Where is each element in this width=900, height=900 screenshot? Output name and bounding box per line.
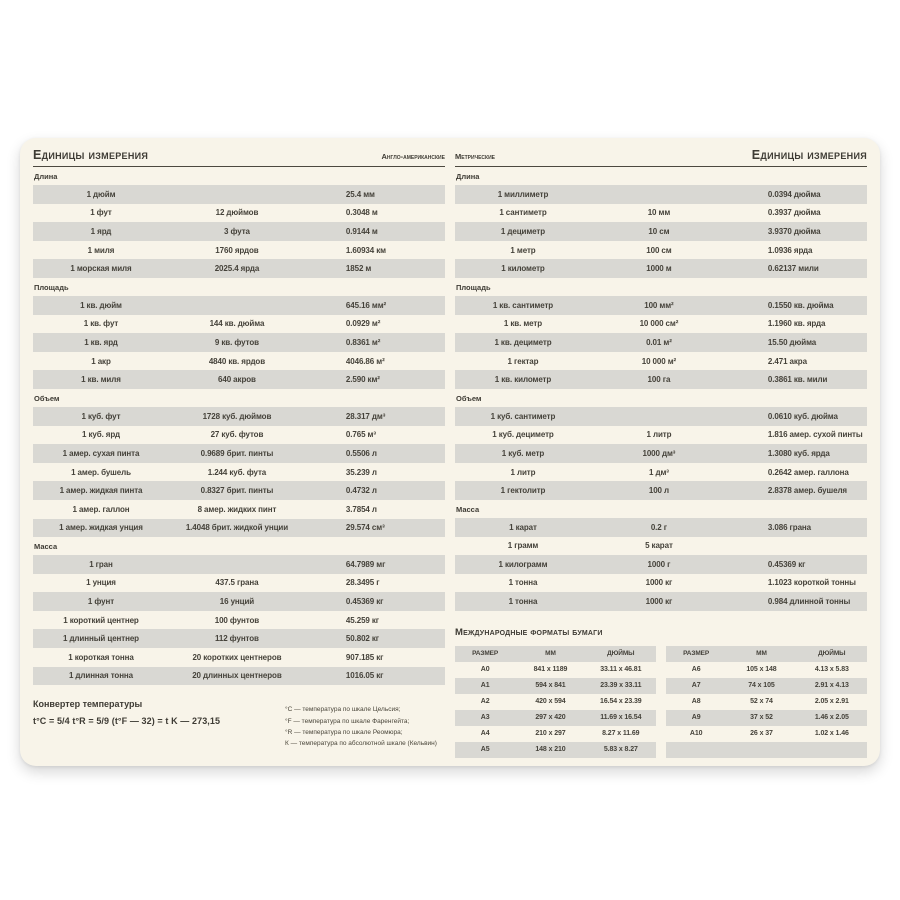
paper-formats-tables bbox=[455, 646, 867, 758]
table-cell: 1 литр bbox=[510, 467, 536, 477]
table-row bbox=[33, 333, 445, 352]
table-cell: 100 фунтов bbox=[214, 615, 260, 625]
table-cell: 0.765 м³ bbox=[345, 430, 376, 440]
table-row bbox=[455, 694, 656, 710]
table-row bbox=[455, 555, 867, 574]
table-cell: 26 x 37 bbox=[750, 730, 773, 738]
length-table bbox=[33, 185, 445, 278]
mass-table bbox=[455, 518, 867, 611]
table-row bbox=[455, 426, 867, 445]
table-cell: 100 га bbox=[647, 375, 671, 385]
table-cell: 8 амер. жидких пинт bbox=[197, 504, 277, 514]
table-cell: 1 короткая тонна bbox=[68, 652, 134, 662]
table-cell: 8.27 x 11.69 bbox=[602, 730, 640, 738]
temperature-notes bbox=[285, 704, 447, 750]
paper-header-size: РАЗМЕР bbox=[472, 650, 499, 658]
table-cell: 74 x 105 bbox=[748, 682, 775, 690]
table-cell: 1 тонна bbox=[508, 578, 538, 588]
table-row bbox=[666, 726, 867, 742]
table-cell: 1 короткий центнер bbox=[63, 615, 139, 625]
table-cell: 2025.4 ярда bbox=[214, 264, 260, 274]
table-cell: 0.4732 л bbox=[345, 486, 377, 496]
table-row bbox=[455, 537, 867, 556]
table-cell: 1000 кг bbox=[645, 597, 673, 607]
table-cell: 841 x 1189 bbox=[533, 666, 568, 674]
section-label-mass: Масса bbox=[456, 504, 480, 514]
table-cell: A0 bbox=[480, 666, 490, 674]
table-cell: 0.8327 брит. пинты bbox=[200, 486, 274, 496]
table-cell: 1.816 амер. сухой пинты bbox=[767, 430, 863, 440]
table-cell: 1.4048 брит. жидкой унции bbox=[185, 523, 289, 533]
table-cell: 1.1960 кв. ярда bbox=[767, 319, 826, 329]
table-cell: 297 x 420 bbox=[535, 714, 566, 722]
table-cell: 1 фунт bbox=[87, 597, 115, 607]
page-title: Единицы измерения bbox=[33, 148, 149, 162]
table-row bbox=[33, 648, 445, 667]
section-label-volume: Объем bbox=[34, 393, 60, 403]
table-cell: 10 мм bbox=[647, 208, 671, 218]
table-cell: 2.8378 амер. бушеля bbox=[767, 486, 847, 496]
table-cell: A3 bbox=[480, 714, 490, 722]
table-cell: 25.4 мм bbox=[345, 189, 375, 199]
table-cell: 100 л bbox=[648, 486, 669, 496]
table-cell: 1 кв. сантиметр bbox=[492, 300, 554, 310]
table-row bbox=[33, 463, 445, 482]
column-subtitle-anglo: Англо-американские bbox=[381, 152, 445, 161]
table-row bbox=[33, 629, 445, 648]
table-cell: 3.086 грана bbox=[767, 522, 811, 532]
section-label-mass: Масса bbox=[34, 542, 58, 552]
table-cell: 1 длинная тонна bbox=[68, 671, 134, 681]
table-cell: 1760 ярдов bbox=[215, 245, 259, 255]
table-row bbox=[33, 555, 445, 574]
table-row bbox=[33, 370, 445, 389]
table-cell: 2.471 акра bbox=[767, 356, 807, 366]
table-cell: A2 bbox=[480, 698, 490, 706]
table-cell: 20 коротких центнеров bbox=[192, 652, 282, 662]
table-row bbox=[455, 481, 867, 500]
table-cell: 12 дюймов bbox=[215, 208, 259, 218]
table-cell: 1000 г bbox=[647, 559, 671, 569]
table-row bbox=[455, 222, 867, 241]
table-cell: 1728 куб. дюймов bbox=[202, 411, 272, 421]
table-cell: 1.0936 ярда bbox=[767, 245, 813, 255]
paper-table-header bbox=[455, 646, 656, 662]
table-cell: 2.05 x 2.91 bbox=[814, 698, 849, 706]
table-cell: 0.5506 л bbox=[345, 448, 377, 458]
table-cell: 1 гран bbox=[89, 559, 113, 569]
table-cell: 420 x 594 bbox=[535, 698, 566, 706]
table-cell: 0.2642 амер. галлона bbox=[767, 467, 849, 477]
table-cell: 1 кв. фут bbox=[83, 319, 119, 329]
right-column bbox=[455, 138, 867, 766]
table-cell: 1 амер. сухая пинта bbox=[62, 448, 140, 458]
table-row bbox=[33, 185, 445, 204]
table-cell: 1000 дм³ bbox=[642, 448, 676, 458]
table-cell: 4.13 x 5.83 bbox=[814, 666, 849, 674]
table-cell: 0.3048 м bbox=[345, 208, 378, 218]
table-cell: 1 дециметр bbox=[500, 226, 546, 236]
table-cell: 1.02 x 1.46 bbox=[814, 730, 849, 738]
table-row bbox=[33, 592, 445, 611]
table-cell: 0.62137 мили bbox=[767, 264, 819, 274]
table-cell: 50.802 кг bbox=[345, 634, 380, 644]
table-cell: 105 x 148 bbox=[746, 666, 777, 674]
section-label-volume: Объем bbox=[456, 393, 482, 403]
table-cell: 1 кв. метр bbox=[503, 319, 543, 329]
table-row bbox=[455, 296, 867, 315]
temperature-note: К — температура по абсолютной шкале (Кельвин) bbox=[285, 740, 437, 748]
section-label-length: Длина bbox=[34, 172, 58, 181]
table-row bbox=[455, 444, 867, 463]
table-cell: A6 bbox=[691, 666, 701, 674]
table-row bbox=[455, 407, 867, 426]
table-cell: 1 ярд bbox=[90, 226, 112, 236]
table-cell: 0.984 длинной тонны bbox=[767, 597, 851, 607]
table-cell: 10 000 см² bbox=[639, 319, 679, 329]
table-cell: 0.45369 кг bbox=[345, 597, 384, 607]
table-cell: 0.1550 кв. дюйма bbox=[767, 300, 834, 310]
table-row bbox=[33, 667, 445, 686]
paper-formats-title: Международные форматы бумаги bbox=[455, 626, 603, 638]
paper-header-mm: ММ bbox=[545, 650, 556, 658]
table-row bbox=[666, 662, 867, 678]
table-cell: 1 миля bbox=[87, 245, 115, 255]
left-column-header bbox=[33, 138, 445, 166]
temperature-converter-title: Конвертер температуры bbox=[33, 699, 143, 710]
table-cell: 0.0610 куб. дюйма bbox=[767, 411, 838, 421]
units-reference-page bbox=[20, 138, 880, 766]
table-cell: 0.01 м² bbox=[646, 337, 672, 347]
temperature-converter bbox=[33, 699, 445, 748]
table-row bbox=[455, 370, 867, 389]
table-cell: 1.1023 короткой тонны bbox=[767, 578, 856, 588]
column-subtitle-metric: Метрические bbox=[455, 152, 496, 161]
table-cell: 3 фута bbox=[223, 226, 250, 236]
table-cell: 144 кв. дюйма bbox=[209, 319, 265, 329]
table-cell: 4046.86 м² bbox=[345, 356, 385, 366]
table-cell: 28.3495 г bbox=[345, 578, 380, 588]
table-cell: 4840 кв. ярдов bbox=[208, 356, 266, 366]
table-cell: 100 мм² bbox=[644, 300, 674, 310]
table-row bbox=[33, 426, 445, 445]
table-row bbox=[455, 463, 867, 482]
table-cell: 3.7854 л bbox=[345, 504, 377, 514]
paper-rows-a6-a10 bbox=[666, 662, 867, 758]
table-cell: A5 bbox=[480, 746, 490, 754]
volume-table bbox=[33, 407, 445, 537]
table-row bbox=[666, 742, 867, 758]
table-row bbox=[33, 500, 445, 519]
table-cell: 1 амер. бушель bbox=[71, 467, 131, 477]
table-cell: 16.54 x 23.39 bbox=[600, 698, 642, 706]
table-cell: 10 000 м² bbox=[641, 356, 677, 366]
table-cell: 1 карат bbox=[509, 522, 537, 532]
table-cell: 1 гектар bbox=[507, 356, 539, 366]
volume-table bbox=[455, 407, 867, 500]
table-cell: 1 кв. миля bbox=[81, 375, 121, 385]
table-cell: 1 куб. ярд bbox=[82, 430, 120, 440]
temperature-note: °R — температура по шкале Реомюра; bbox=[285, 729, 403, 736]
table-row bbox=[455, 315, 867, 334]
table-row bbox=[33, 519, 445, 538]
table-cell: 1.46 x 2.05 bbox=[814, 714, 849, 722]
length-table bbox=[455, 185, 867, 278]
paper-table-a0-a5 bbox=[455, 646, 656, 758]
table-row bbox=[33, 315, 445, 334]
table-cell: 1 дюйм bbox=[86, 189, 116, 199]
table-row bbox=[33, 481, 445, 500]
table-cell: 0.8361 м² bbox=[345, 337, 381, 347]
table-row bbox=[33, 611, 445, 630]
table-cell: 1 кв. километр bbox=[494, 375, 552, 385]
paper-header-inches: ДЮЙМЫ bbox=[607, 650, 635, 658]
table-row bbox=[33, 352, 445, 371]
right-column-header bbox=[455, 138, 867, 166]
table-cell: 29.574 см³ bbox=[345, 523, 385, 533]
table-cell: A1 bbox=[480, 682, 490, 690]
table-cell: 1 кв. дециметр bbox=[494, 337, 552, 347]
table-row bbox=[33, 204, 445, 223]
table-cell: 1 миллиметр bbox=[497, 189, 549, 199]
table-cell: 1 литр bbox=[646, 430, 672, 440]
table-row bbox=[33, 222, 445, 241]
table-cell: 15.50 дюйма bbox=[767, 337, 817, 347]
table-cell: 645.16 мм² bbox=[345, 300, 387, 310]
table-cell: 1 кв. ярд bbox=[84, 337, 118, 347]
table-row bbox=[33, 241, 445, 260]
table-cell: 2.590 км² bbox=[345, 375, 380, 385]
table-cell: 37 x 52 bbox=[750, 714, 773, 722]
table-cell: 1 фут bbox=[90, 208, 112, 218]
table-row bbox=[33, 407, 445, 426]
table-row bbox=[455, 592, 867, 611]
table-cell: 1 куб. дециметр bbox=[492, 430, 554, 440]
table-row bbox=[455, 259, 867, 278]
section-label-area: Площадь bbox=[456, 282, 491, 292]
table-cell: 1 сантиметр bbox=[499, 208, 547, 218]
table-cell: 20 длинных центнеров bbox=[192, 671, 282, 681]
table-row bbox=[455, 185, 867, 204]
table-row bbox=[455, 726, 656, 742]
table-row bbox=[455, 204, 867, 223]
table-cell: 11.69 x 16.54 bbox=[600, 714, 642, 722]
table-cell: 1 куб. сантиметр bbox=[490, 411, 556, 421]
table-cell: 112 фунтов bbox=[214, 634, 259, 644]
table-cell: 1 тонна bbox=[508, 597, 538, 607]
table-row bbox=[666, 710, 867, 726]
table-cell: 52 x 74 bbox=[750, 698, 773, 706]
table-cell: 594 x 841 bbox=[535, 682, 566, 690]
table-cell: 1852 м bbox=[345, 264, 372, 274]
table-cell: 1 акр bbox=[91, 356, 111, 366]
table-cell: 0.2 г bbox=[650, 522, 668, 532]
mass-table bbox=[33, 555, 445, 685]
table-cell: 210 x 297 bbox=[535, 730, 566, 738]
table-cell: 1.60934 км bbox=[345, 245, 386, 255]
paper-header-inches: ДЮЙМЫ bbox=[818, 650, 846, 658]
section-label-length: Длина bbox=[456, 172, 480, 181]
table-cell: 1 кв. дюйм bbox=[80, 300, 122, 310]
table-cell: 1 метр bbox=[510, 245, 536, 255]
table-cell: 0.3937 дюйма bbox=[767, 208, 821, 218]
temperature-note: °C — температура по шкале Цельсия; bbox=[285, 706, 401, 714]
table-row bbox=[33, 444, 445, 463]
table-cell: 45.259 кг bbox=[345, 615, 380, 625]
table-cell: 1 километр bbox=[501, 264, 545, 274]
table-cell: 16 унций bbox=[219, 597, 255, 607]
table-cell: 100 см bbox=[646, 245, 672, 255]
table-row bbox=[455, 742, 656, 758]
left-column bbox=[33, 138, 445, 766]
area-table bbox=[33, 296, 445, 389]
temperature-note: °F — температура по шкале Фаренгейта; bbox=[285, 717, 410, 725]
page-title-right: Единицы измерения bbox=[751, 148, 867, 162]
table-cell: 1 килограмм bbox=[498, 559, 548, 569]
table-cell: 23.39 x 33.11 bbox=[600, 682, 642, 690]
table-row bbox=[455, 710, 656, 726]
table-cell: 1 амер. жидкая пинта bbox=[59, 486, 143, 496]
section-label-area: Площадь bbox=[34, 282, 69, 292]
table-cell: 1.3080 куб. ярда bbox=[767, 448, 830, 458]
table-cell: A4 bbox=[480, 730, 490, 738]
table-cell: 640 акров bbox=[218, 375, 256, 385]
table-row bbox=[455, 333, 867, 352]
table-cell: A9 bbox=[691, 714, 701, 722]
table-cell: 1000 кг bbox=[645, 578, 673, 588]
table-row bbox=[455, 662, 656, 678]
table-row bbox=[666, 678, 867, 694]
table-row bbox=[33, 574, 445, 593]
table-cell: 907.185 кг bbox=[345, 652, 384, 662]
temperature-formula: t°C = 5/4 t°R = 5/9 (t°F — 32) = t K — 273,15 bbox=[33, 716, 221, 727]
table-cell: 1 куб. фут bbox=[81, 411, 121, 421]
table-cell: 0.9144 м bbox=[345, 226, 378, 236]
table-row bbox=[33, 259, 445, 278]
table-cell: 5.83 x 8.27 bbox=[603, 746, 638, 754]
table-row bbox=[455, 574, 867, 593]
table-cell: A10 bbox=[689, 730, 703, 738]
area-table bbox=[455, 296, 867, 389]
table-cell: 1 дм³ bbox=[649, 467, 669, 477]
table-cell: 0.0394 дюйма bbox=[767, 189, 821, 199]
table-cell: 1 гектолитр bbox=[500, 486, 546, 496]
table-cell: 33.11 x 46.81 bbox=[600, 666, 642, 674]
paper-header-size: РАЗМЕР bbox=[683, 650, 710, 658]
table-row bbox=[666, 694, 867, 710]
table-cell: 3.9370 дюйма bbox=[767, 226, 821, 236]
table-cell: 9 кв. футов bbox=[214, 337, 259, 347]
table-cell: 1 унция bbox=[86, 578, 116, 588]
table-row bbox=[455, 518, 867, 537]
table-cell: 5 карат bbox=[645, 541, 673, 551]
table-row bbox=[33, 296, 445, 315]
table-cell: 35.239 л bbox=[345, 467, 377, 477]
table-cell: 1 амер. жидкая унция bbox=[59, 523, 143, 533]
paper-rows-a0-a5 bbox=[455, 662, 656, 758]
table-cell: 0.9689 брит. пинты bbox=[200, 448, 274, 458]
table-cell: 10 см bbox=[648, 226, 670, 236]
table-cell: 1016.05 кг bbox=[345, 671, 384, 681]
table-row bbox=[455, 678, 656, 694]
table-cell: 28.317 дм³ bbox=[345, 411, 386, 421]
table-cell: 148 x 210 bbox=[535, 746, 566, 754]
table-cell: A8 bbox=[691, 698, 701, 706]
table-row bbox=[455, 241, 867, 260]
paper-table-header bbox=[666, 646, 867, 662]
table-cell: 1 грамм bbox=[507, 541, 539, 551]
table-row bbox=[455, 352, 867, 371]
table-cell: 0.3861 кв. мили bbox=[767, 375, 828, 385]
paper-table-a6-a10 bbox=[666, 646, 867, 758]
table-cell: 1 морская миля bbox=[70, 264, 132, 274]
table-cell: 1.244 куб. фута bbox=[207, 467, 267, 477]
table-cell: 1 амер. галлон bbox=[72, 504, 130, 514]
table-cell: 27 куб. футов bbox=[210, 430, 264, 440]
table-cell: 1000 м bbox=[646, 264, 672, 274]
table-cell: 1 длинный центнер bbox=[62, 634, 139, 644]
table-cell: 1 куб. метр bbox=[501, 448, 545, 458]
table-cell: 0.0929 м² bbox=[345, 319, 381, 329]
table-cell: 437.5 грана bbox=[215, 578, 259, 588]
table-cell: A7 bbox=[691, 682, 701, 690]
table-cell: 0.45369 кг bbox=[767, 559, 806, 569]
table-cell: 64.7989 мг bbox=[345, 559, 386, 569]
table-cell: 2.91 x 4.13 bbox=[814, 682, 849, 690]
paper-header-mm: ММ bbox=[756, 650, 767, 658]
